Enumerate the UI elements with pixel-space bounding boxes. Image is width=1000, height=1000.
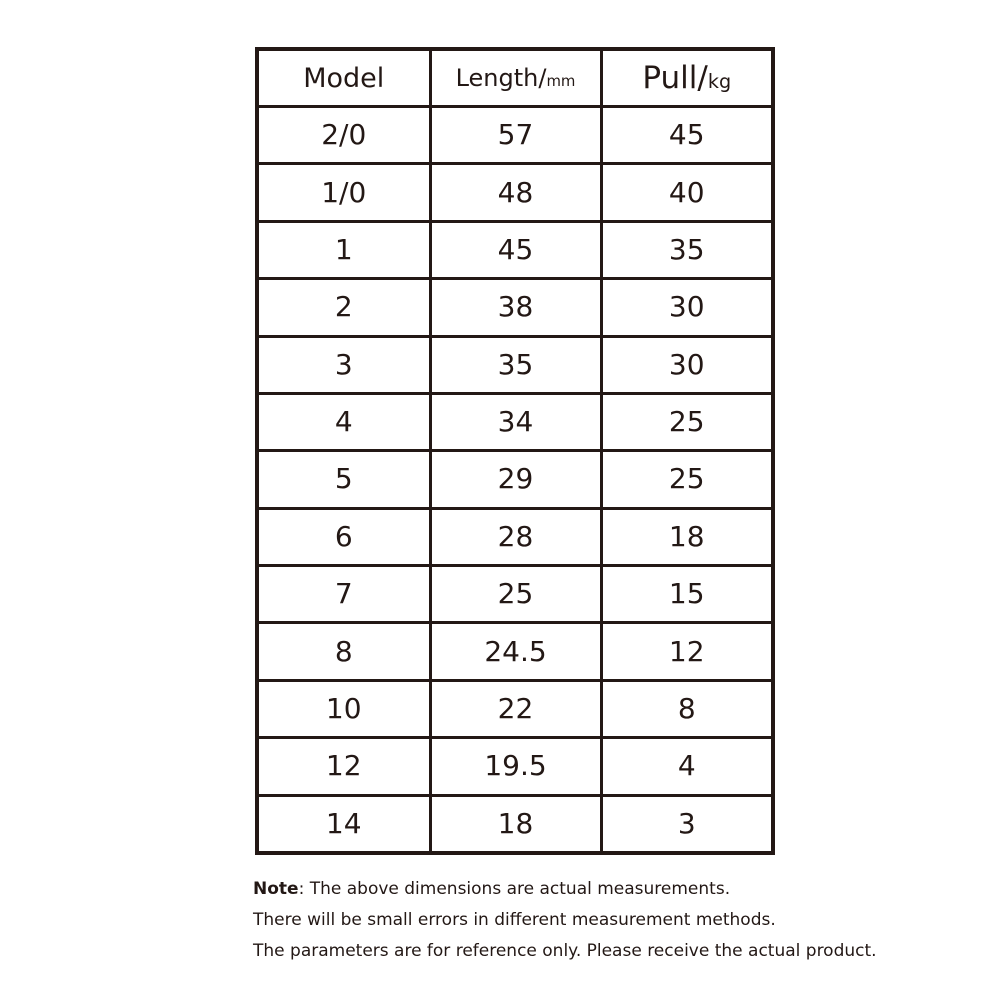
cell-model: 5	[257, 451, 430, 508]
cell-model: 1/0	[257, 164, 430, 221]
cell-model: 2/0	[257, 107, 430, 164]
cell-length: 35	[430, 336, 601, 393]
table-row	[257, 566, 773, 623]
cell-pull: 8	[601, 680, 773, 737]
cell-model: 14	[257, 795, 430, 853]
note-label: Note	[253, 879, 299, 899]
table-row	[257, 393, 773, 450]
cell-model: 1	[257, 221, 430, 278]
cell-length: 34	[430, 393, 601, 450]
header-length	[430, 49, 601, 107]
header-pull-label: Pull/	[642, 59, 708, 96]
cell-length: 22	[430, 680, 601, 737]
cell-model: 7	[257, 566, 430, 623]
cell-pull: 30	[601, 279, 773, 336]
cell-model: 2	[257, 279, 430, 336]
table-row	[257, 279, 773, 336]
spec-table	[255, 47, 775, 855]
note-text-1: : The above dimensions are actual measurements.	[298, 879, 731, 899]
cell-pull: 45	[601, 107, 773, 164]
cell-length: 29	[430, 451, 601, 508]
table-row	[257, 451, 773, 508]
cell-pull: 30	[601, 336, 773, 393]
cell-pull: 35	[601, 221, 773, 278]
cell-model: 4	[257, 393, 430, 450]
note-line-3: The parameters are for reference only. Please receive the actual product.	[253, 941, 877, 961]
notes-block	[253, 874, 973, 967]
header-model-label: Model	[303, 62, 385, 94]
header-model	[257, 49, 430, 107]
header-length-unit: mm	[546, 72, 576, 90]
header-pull-unit: kg	[707, 69, 732, 93]
cell-pull: 4	[601, 738, 773, 795]
cell-pull: 12	[601, 623, 773, 680]
table-row	[257, 795, 773, 853]
cell-length: 25	[430, 566, 601, 623]
cell-pull: 40	[601, 164, 773, 221]
table-row	[257, 680, 773, 737]
table-row	[257, 336, 773, 393]
cell-model: 12	[257, 738, 430, 795]
note-line-2: There will be small errors in different measurement methods.	[253, 910, 776, 930]
note-line-1	[253, 874, 973, 905]
table-row	[257, 164, 773, 221]
table-row	[257, 738, 773, 795]
cell-length: 48	[430, 164, 601, 221]
cell-pull: 25	[601, 451, 773, 508]
cell-pull: 25	[601, 393, 773, 450]
cell-pull: 3	[601, 795, 773, 853]
header-pull	[601, 49, 773, 107]
table-header-row	[257, 49, 773, 107]
cell-model: 3	[257, 336, 430, 393]
table-row	[257, 508, 773, 565]
cell-pull: 15	[601, 566, 773, 623]
cell-length: 18	[430, 795, 601, 853]
table-row	[257, 221, 773, 278]
cell-length: 24.5	[430, 623, 601, 680]
header-length-label: Length/	[455, 64, 547, 92]
cell-model: 6	[257, 508, 430, 565]
cell-model: 8	[257, 623, 430, 680]
cell-length: 38	[430, 279, 601, 336]
cell-length: 19.5	[430, 738, 601, 795]
cell-length: 57	[430, 107, 601, 164]
table-row	[257, 623, 773, 680]
cell-length: 45	[430, 221, 601, 278]
table-row	[257, 107, 773, 164]
cell-model: 10	[257, 680, 430, 737]
cell-pull: 18	[601, 508, 773, 565]
cell-length: 28	[430, 508, 601, 565]
